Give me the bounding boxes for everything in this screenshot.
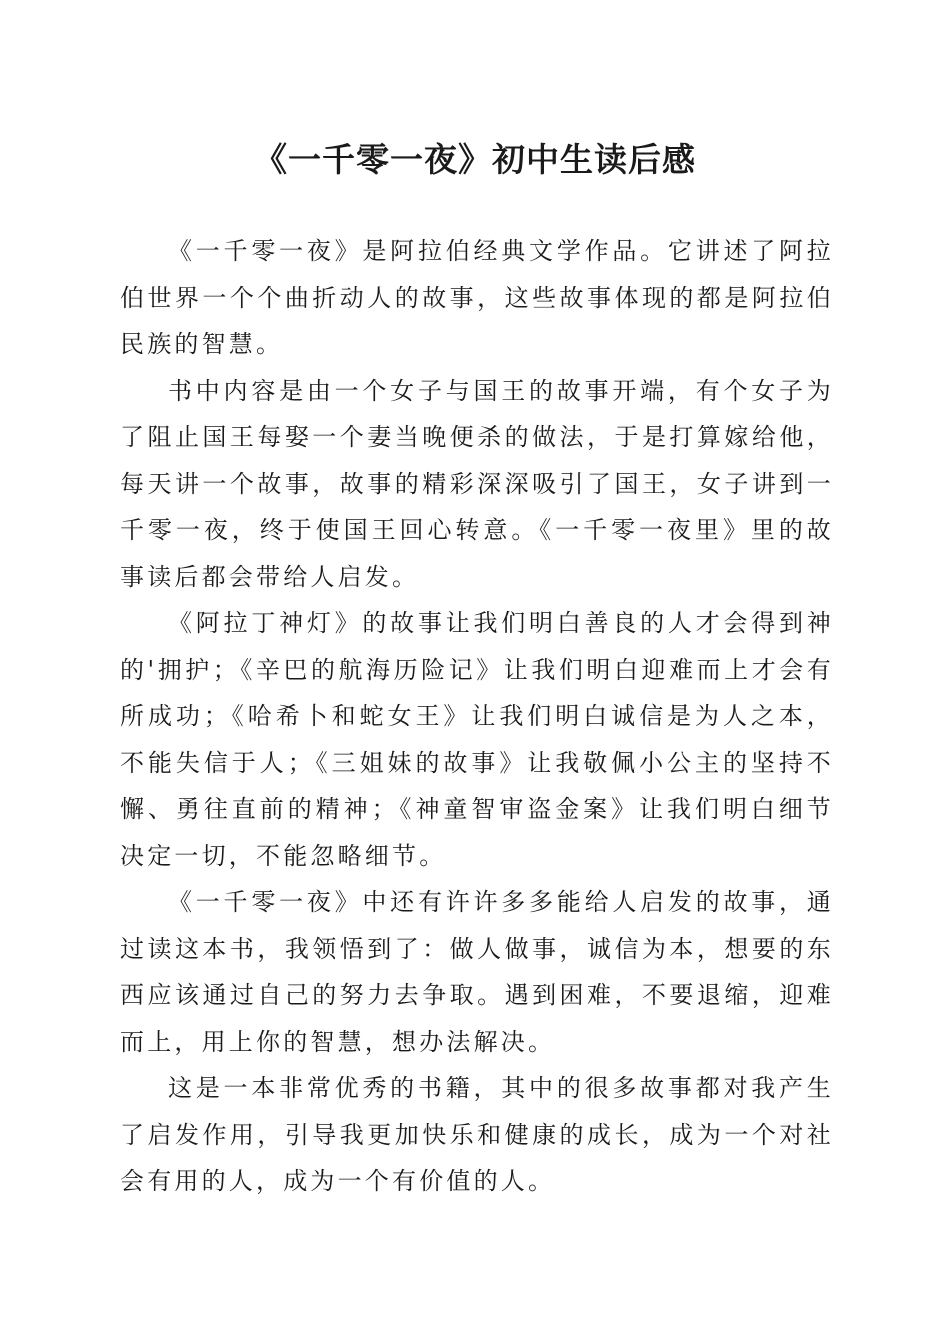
paragraph-reflection: 《一千零一夜》中还有许许多多能给人启发的故事，通过读这本书，我领悟到了：做人做事，诚信为本，想要的东西应该通过自己的努力去争取。遇到困难，不要退缩，迎难而上，用上你的智慧，想办法解决。 — [120, 888, 834, 1056]
paragraph-conclusion: 这是一本非常优秀的书籍，其中的很多故事都对我产生了启发作用，引导我更加快乐和健康的成长，成为一个对社会有用的人，成为一个有价值的人。 — [120, 1074, 834, 1195]
paragraph-introduction: 《一千零一夜》是阿拉伯经典文学作品。它讲述了阿拉伯世界一个个曲折动人的故事，这些故事体现的都是阿拉伯民族的智慧。 — [120, 237, 834, 358]
paragraph-frame-story: 书中内容是由一个女子与国王的故事开端，有个女子为了阻止国王每娶一个妻当晚便杀的做法，于是打算嫁给他，每天讲一个故事，故事的精彩深深吸引了国王，女子讲到一千零一夜，终于使国王回心转意。《一千零一夜里》里的故事读后都会带给人启发。 — [120, 376, 834, 591]
paragraph-story-lessons: 《阿拉丁神灯》的故事让我们明白善良的人才会得到神的'拥护；《辛巴的航海历险记》让我们明白迎难而上才会有所成功；《哈希卜和蛇女王》让我们明白诚信是为人之本，不能失信于人；《三姐妹的故事》让我敬佩小公主的坚持不懈、勇往直前的精神；《神童智审盗金案》让我们明白细节决定一切，不能忽略细节。 — [120, 609, 834, 870]
document-title: 《一千零一夜》初中生读后感 — [254, 140, 696, 179]
document-body — [120, 228, 834, 1205]
